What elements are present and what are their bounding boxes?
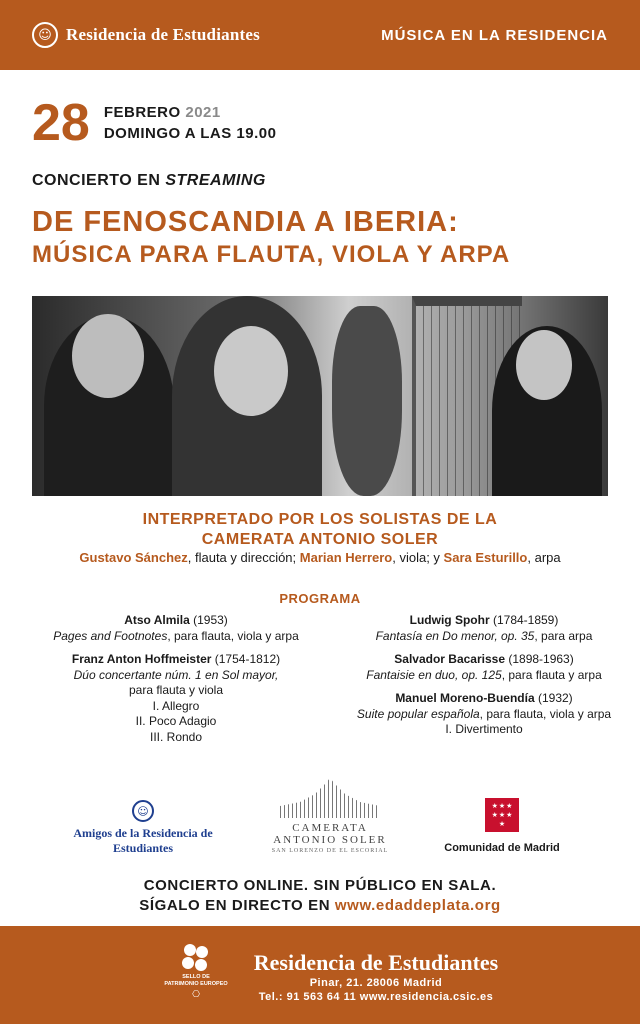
performer-name: Marian Herrero (299, 550, 393, 565)
escorial-skyline-icon (280, 778, 380, 818)
concert-type-emphasis: STREAMING (165, 172, 266, 189)
concert-title-line1: DE FENOSCANDIA A IBERIA: (32, 206, 459, 238)
work-title: Fantasía en Do menor, op. 35 (375, 628, 535, 643)
seal-line1: SELLO DE (182, 974, 210, 980)
composer-name: Salvador Bacarisse (394, 652, 506, 666)
work-title: Fantaisie en duo, op. 125 (366, 667, 502, 682)
work-movement: I. Allegro (152, 698, 200, 713)
madrid-name: Comunidad de Madrid (444, 842, 560, 854)
composer-years: (1953) (189, 613, 228, 627)
event-date (32, 94, 277, 152)
heritage-seal (160, 944, 232, 1000)
performer-role: , flauta y dirección; (187, 550, 300, 565)
camerata-line1: CAMERATA (292, 822, 368, 834)
seal-line2: PATRIMONIO EUROPEO (164, 981, 228, 987)
online-line2-prefix: SÍGALO EN DIRECTO EN (139, 897, 335, 914)
work-movement: I. Divertimento (445, 722, 523, 736)
footer-bar (0, 926, 640, 1024)
violist-head (214, 326, 288, 416)
work-movement: II. Poco Adagio (135, 714, 217, 728)
composer-years: (1784-1859) (489, 613, 559, 627)
event-time: DOMINGO A LAS 19.00 (103, 125, 277, 142)
work-instruments: , para arpa (534, 628, 593, 643)
composer-name: Atso Almila (124, 613, 190, 627)
header-brand-name: Residencia de Estudiantes (66, 25, 260, 44)
work-instruments: , para flauta, viola y arpa (167, 628, 299, 643)
composer-years: (1754-1812) (211, 652, 281, 666)
program-heading: PROGRAMA (279, 591, 361, 606)
concert-type (32, 172, 266, 190)
concert-title (32, 205, 632, 271)
program-item (26, 613, 326, 644)
event-date-lines (104, 102, 277, 144)
head-profile-icon: ☺ (32, 22, 58, 48)
performer-role: , viola; y (392, 550, 444, 565)
performers-list (0, 550, 640, 565)
footer-brand-name: Residencia de Estudiantes (253, 950, 499, 975)
performer-name: Sara Esturillo (443, 550, 528, 565)
header-section-title: MÚSICA EN LA RESIDENCIA (381, 27, 608, 44)
composer-name: Manuel Moreno-Buendía (395, 691, 535, 705)
work-title: Suite popular española (356, 706, 480, 721)
heritage-seal-icon (182, 944, 210, 972)
stream-link[interactable]: www.edaddeplata.org (334, 897, 501, 914)
program-column-right (334, 613, 634, 746)
header-bar (0, 0, 640, 70)
header-brand[interactable] (32, 22, 260, 48)
composer-name: Franz Anton Hoffmeister (71, 652, 212, 666)
program-item (334, 652, 634, 683)
event-month: FEBRERO (103, 104, 181, 121)
viola-instrument (332, 306, 402, 496)
flutist-head (72, 314, 144, 398)
composer-years: (1932) (534, 691, 573, 705)
footer-address: Pinar, 21. 28006 Madrid (309, 977, 443, 989)
program-item (334, 691, 634, 738)
composer-years: (1898-1963) (505, 652, 574, 666)
footer-brand (240, 950, 512, 1004)
work-title: Dúo concertante núm. 1 en Sol mayor, (73, 667, 279, 682)
footer-contact[interactable]: Tel.: 91 563 64 11 www.residencia.csic.es (258, 991, 494, 1003)
program-item (26, 652, 326, 745)
program-column-left (26, 613, 326, 753)
performers-photo (32, 296, 608, 496)
camerata-line2: ANTONIO SOLER (273, 834, 387, 846)
harpist-head (516, 330, 572, 400)
event-month-year (104, 102, 277, 123)
work-detail: para flauta y viola (128, 683, 224, 697)
camera-icon: ⎔ (192, 990, 200, 1000)
interpreted-by (0, 510, 640, 550)
camerata-logo[interactable] (270, 778, 390, 854)
sponsor-logos (0, 772, 640, 862)
performer-role: , arpa (527, 550, 561, 565)
online-notice (0, 876, 640, 916)
camerata-line3: SAN LORENZO DE EL ESCORIAL (271, 848, 389, 854)
comunidad-madrid-logo[interactable] (434, 798, 570, 854)
concert-type-prefix: CONCIERTO EN (32, 172, 161, 189)
work-instruments: , para flauta y arpa (501, 667, 602, 682)
online-line2 (0, 896, 640, 916)
madrid-flag-icon: ★ ★ ★ ★ ★ ★ ★ (485, 798, 519, 832)
composer-name: Ludwig Spohr (409, 613, 490, 627)
online-line1: CONCIERTO ONLINE. SIN PÚBLICO EN SALA. (143, 877, 497, 894)
event-year: 2021 (185, 104, 221, 121)
performer-name: Gustavo Sánchez (79, 550, 188, 565)
work-movement: III. Rondo (149, 729, 203, 744)
work-instruments: , para flauta, viola y arpa (479, 706, 612, 721)
event-day: 28 (32, 94, 90, 152)
amigos-name: Amigos de la Residencia de Estudiantes (73, 826, 213, 855)
concert-title-line2: MÚSICA PARA FLAUTA, VIOLA Y ARPA (32, 241, 511, 268)
amigos-emblem-icon: ☺ (132, 800, 154, 822)
work-title: Pages and Footnotes (53, 628, 168, 643)
amigos-logo[interactable] (58, 800, 228, 856)
program-item (334, 613, 634, 644)
interpreted-line1: INTERPRETADO POR LOS SOLISTAS DE LA (142, 511, 498, 528)
interpreted-line2: CAMERATA ANTONIO SOLER (201, 531, 439, 548)
